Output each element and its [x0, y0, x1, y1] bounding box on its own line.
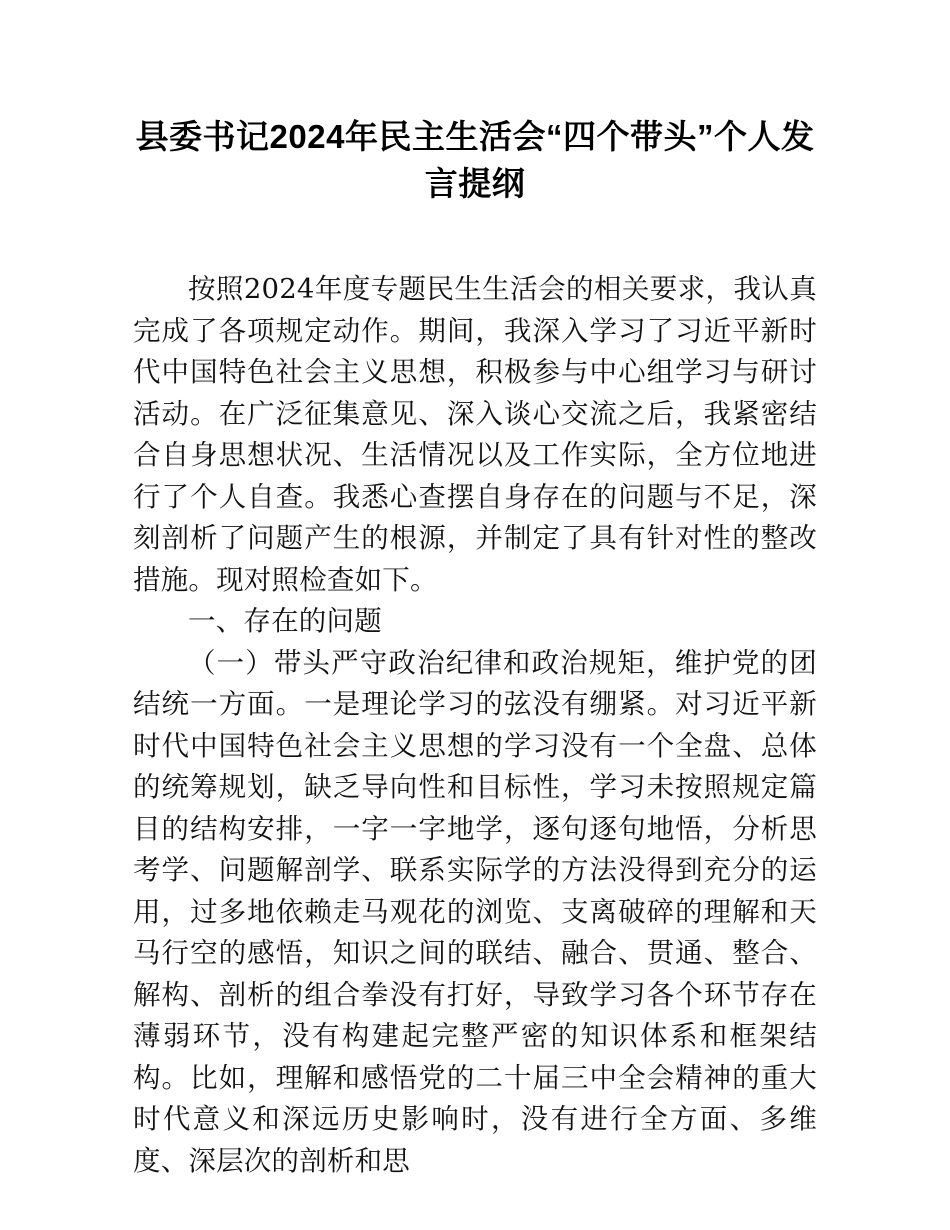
page-title: 县委书记2024年民主生活会“四个带头”个人发言提纲	[135, 118, 815, 202]
document-body	[133, 207, 817, 1182]
section-heading-existing-problems: 一、存在的问题	[188, 605, 382, 637]
subsection-political-discipline: （一）带头严守政治纪律和政治规矩，维护党的团结统一方面。一是理论学习的弦没有绷紧。对习近平新时代中国特色社会主义思想的学习没有一个全盘、总体的统筹规划，缺乏导向性和目标性，学习未按照规定篇目的结构安排，一字一字地学，逐句逐句地悟，分析思考学、问题解剖学、联系实际学的方法没得到充分的运用，过多地依赖走马观花的浏览、支离破碎的理解和天马行空的感悟，知识之间的联结、融合、贯通、整合、解构、剖析的组合拳没有打好，导致学习各个环节存在薄弱环节，没有构建起完整严密的知识体系和框架结构。比如，理解和感悟党的二十届三中全会精神的重大时代意义和深远历史影响时，没有进行全方面、多维度、深层次的剖析和思	[133, 646, 817, 1177]
document-content	[133, 0, 817, 1182]
paragraph-intro: 按照2024年度专题民生生活会的相关要求，我认真完成了各项规定动作。期间，我深入学习了习近平新时代中国特色社会主义思想，积极参与中心组学习与研讨活动。在广泛征集意见、深入谈心交流之后，我紧密结合自身思想状况、生活情况以及工作实际，全方位地进行了个人自查。我悉心查摆自身存在的问题与不足，深刻剖析了问题产生的根源，并制定了具有针对性的整改措施。现对照检查如下。	[133, 273, 817, 596]
